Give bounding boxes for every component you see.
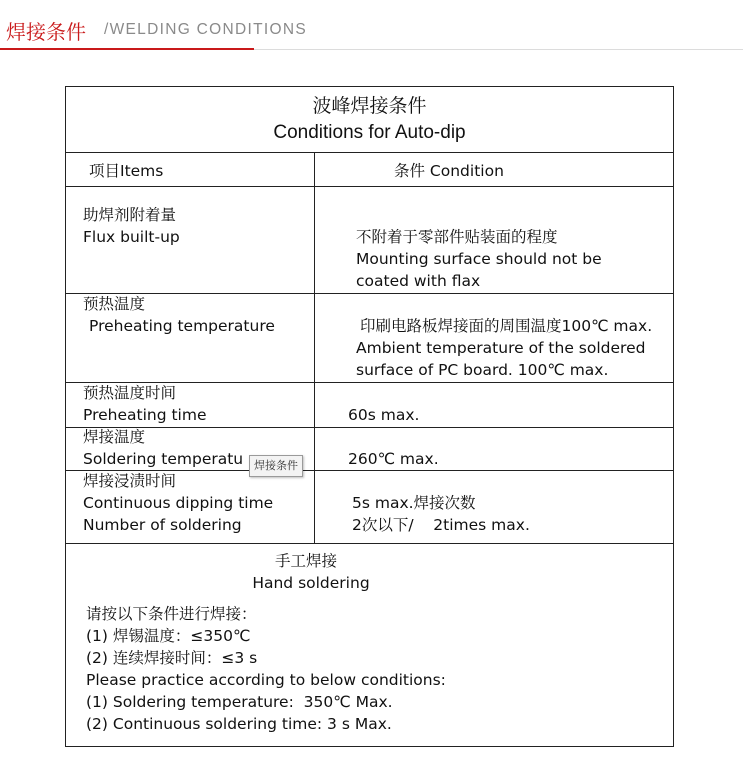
column-header-condition: 条件 Condition (394, 162, 504, 180)
row-condition-en: Mounting surface should not be (356, 250, 602, 268)
row-condition-en: coated with flax (356, 272, 481, 290)
row-item-cn: 焊接温度 (83, 428, 146, 446)
row-condition: 2次以下/ 2times max. (352, 516, 530, 534)
row-item-en: Continuous dipping time (83, 494, 274, 512)
welding-conditions-table (65, 86, 674, 747)
image-tooltip: 焊接条件 (249, 455, 303, 477)
row-condition-cn: 印刷电路板焊接面的周围温度100℃ max. (360, 317, 653, 335)
hand-line: 请按以下条件进行焊接： (86, 605, 257, 623)
row-item-en: Number of soldering (83, 516, 242, 534)
row-condition: 5s max.焊接次数 (352, 494, 476, 512)
row-item-en: Flux built-up (83, 228, 180, 246)
header-title-cn: 焊接条件 (6, 20, 86, 44)
hand-line: (1) Soldering temperature: 350℃ Max. (86, 693, 393, 711)
table-rule (66, 186, 673, 187)
table-rule (66, 293, 673, 294)
column-header-items: 项目Items (89, 162, 164, 180)
row-item-en: Preheating temperature (89, 317, 275, 335)
header-title-en: /WELDING CONDITIONS (104, 21, 307, 38)
row-condition: 60s max. (348, 406, 420, 424)
row-condition-en: surface of PC board. 100℃ max. (356, 361, 609, 379)
column-divider (314, 153, 315, 544)
hand-line: (2) 连续焊接时间：≤3 s (86, 649, 258, 667)
row-item-cn: 预热温度 (83, 295, 146, 313)
hand-title-en: Hand soldering (252, 574, 370, 592)
hand-line: (1) 焊锡温度：≤350℃ (86, 627, 251, 645)
row-condition-en: Ambient temperature of the soldered (356, 339, 646, 357)
row-item-cn: 预热温度时间 (83, 384, 177, 402)
row-condition: 260℃ max. (348, 450, 439, 468)
table-rule (66, 152, 673, 153)
row-item-en: Preheating time (83, 406, 207, 424)
table-rule (66, 543, 673, 544)
hand-line: (2) Continuous soldering time: 3 s Max. (86, 715, 392, 733)
row-item-cn: 助焊剂附着量 (83, 206, 177, 224)
page-header (0, 0, 743, 52)
hand-title-cn: 手工焊接 (274, 552, 337, 570)
row-item-cn: 焊接浸渍时间 (83, 472, 177, 490)
hand-line: Please practice according to below conditions: (86, 671, 446, 689)
row-condition-cn: 不附着于零部件贴装面的程度 (356, 228, 558, 246)
table-rule (66, 427, 673, 428)
table-title-en: Conditions for Auto-dip (273, 122, 466, 143)
table-title-cn: 波峰焊接条件 (312, 95, 427, 117)
header-accent-bar (0, 48, 254, 50)
row-item-en: Soldering temperatu (83, 450, 244, 468)
